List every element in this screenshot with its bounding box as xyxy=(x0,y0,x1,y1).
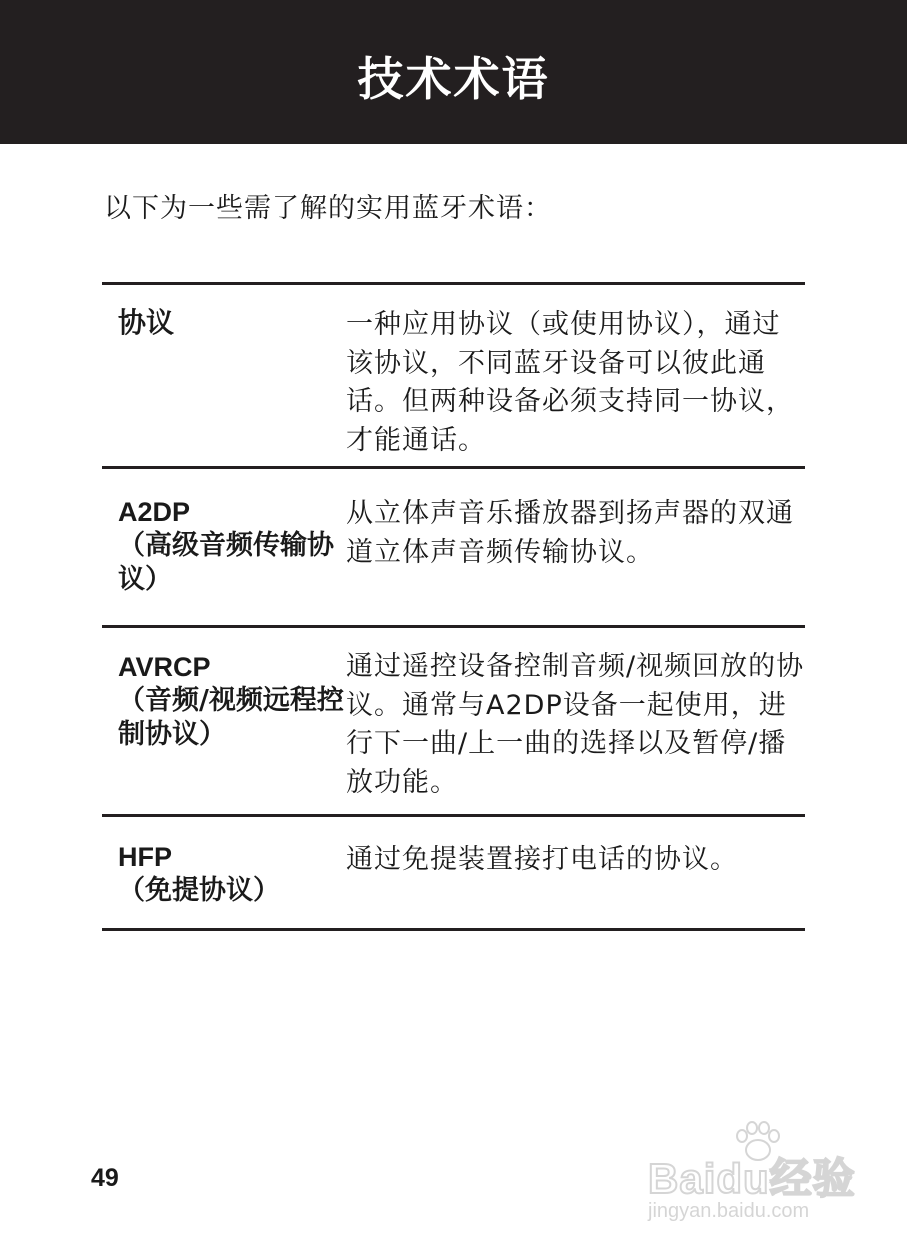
term-definition: 通过遥控设备控制音频/视频回放的协议。通常与A2DP设备一起使用，进行下一曲/上一曲的选择以及暂停/播放功能。 xyxy=(346,651,805,798)
term-full-name: （音频/视频远程控制协议） xyxy=(118,685,344,750)
term-row xyxy=(102,469,805,628)
term-row xyxy=(102,817,805,931)
term-full-name: 协议 xyxy=(118,306,175,339)
term-code: AVRCP xyxy=(118,652,211,682)
term-row xyxy=(102,628,805,817)
watermark-logo: Baidu经验 xyxy=(648,1155,856,1202)
intro-text: 以下为一些需了解的实用蓝牙术语： xyxy=(104,193,552,224)
terms-table xyxy=(102,282,805,931)
term-name xyxy=(102,285,346,466)
page-title: 技术术语 xyxy=(357,52,550,106)
watermark xyxy=(640,1120,870,1230)
term-definition: 通过免提装置接打电话的协议。 xyxy=(346,844,738,875)
term-full-name: （免提协议） xyxy=(118,875,280,906)
term-name xyxy=(102,628,346,814)
watermark-url: jingyan.baidu.com xyxy=(648,1200,810,1222)
term-row xyxy=(102,285,805,469)
term-name xyxy=(102,817,346,928)
page-header xyxy=(0,0,907,144)
term-full-name: （高级音频传输协议） xyxy=(118,530,334,595)
term-code: A2DP xyxy=(118,497,191,527)
term-code: HFP xyxy=(118,842,172,872)
page-number: 49 xyxy=(91,1164,119,1192)
term-definition: 从立体声音乐播放器到扬声器的双通道立体声音频传输协议。 xyxy=(346,498,794,568)
term-definition: 一种应用协议（或使用协议），通过该协议，不同蓝牙设备可以彼此通话。但两种设备必须支持同一协议，才能通话。 xyxy=(346,309,794,456)
term-name xyxy=(102,469,346,625)
